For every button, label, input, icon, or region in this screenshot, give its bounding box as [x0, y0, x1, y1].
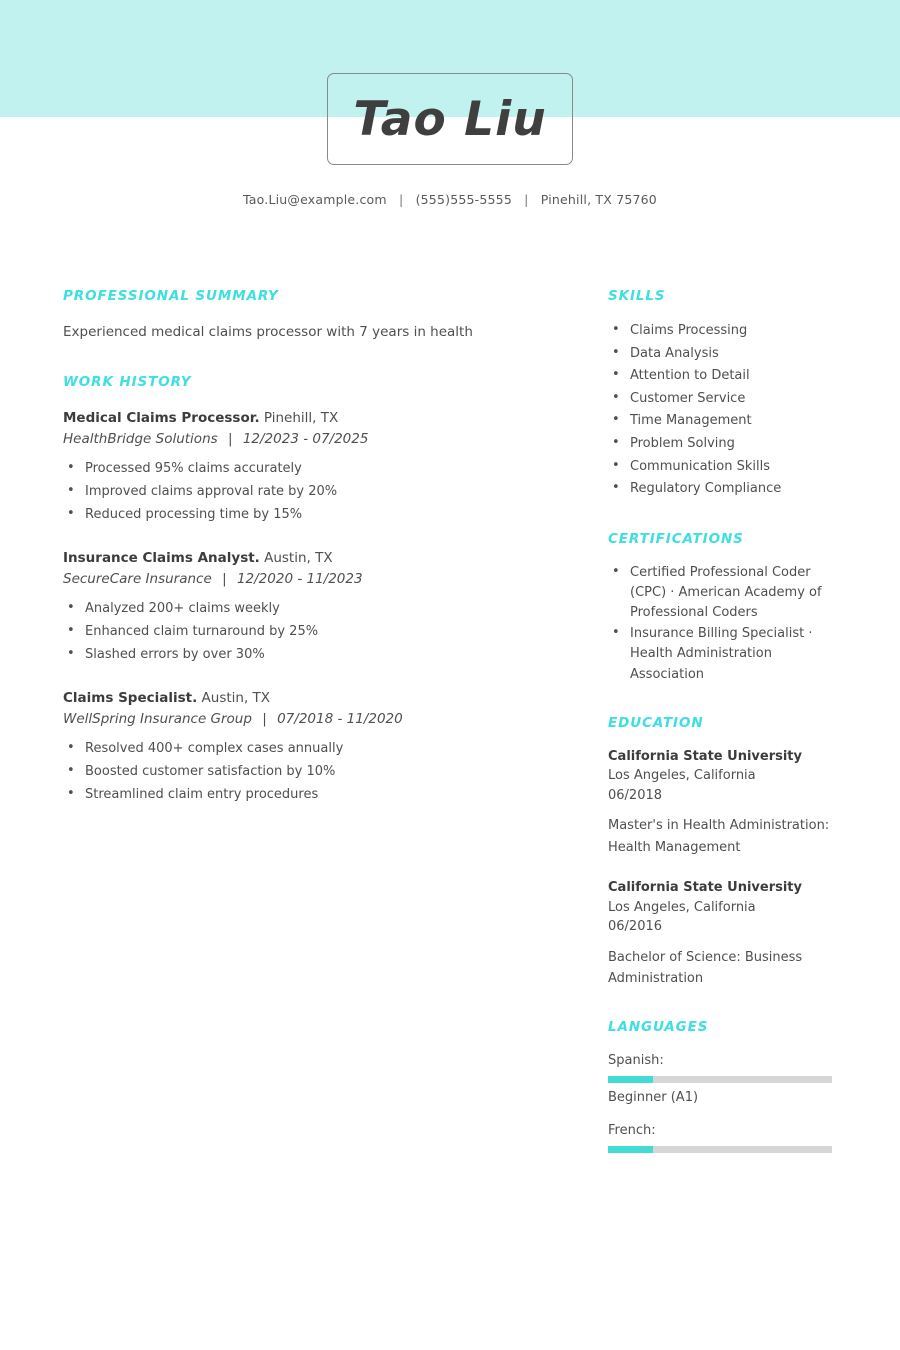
certifications-list: [608, 563, 840, 685]
left-column: [63, 288, 543, 829]
section-heading-languages: LANGUAGES: [608, 1019, 709, 1036]
education-place: Los Angeles, California: [608, 899, 756, 915]
job-title: Claims Specialist.: [63, 690, 198, 707]
section-heading-education: EDUCATION: [608, 714, 704, 731]
candidate-name: Tao Liu: [353, 91, 547, 147]
skill-item: • Customer Service: [608, 388, 840, 411]
job-bullet: • Slashed errors by over 30%: [63, 644, 543, 667]
job-bullet: • Streamlined claim entry procedures: [63, 784, 543, 807]
job-company-line: [63, 709, 543, 731]
job-company-line: [63, 429, 543, 451]
section-heading-work-history: WORK HISTORY: [63, 374, 192, 391]
job-separator: |: [227, 430, 233, 447]
job-entry: [63, 688, 543, 806]
section-skills: [608, 288, 840, 501]
language-proficiency-fill: [608, 1076, 653, 1083]
education-date: 06/2016: [608, 919, 663, 935]
job-bullet: • Boosted customer satisfaction by 10%: [63, 761, 543, 784]
education-school: California State University: [608, 748, 802, 764]
job-entry: [63, 548, 543, 666]
contact-email: Tao.Liu@example.com: [243, 192, 387, 207]
language-proficiency-bar: [608, 1076, 832, 1083]
contact-line: [0, 192, 900, 207]
education-entry: [608, 878, 840, 989]
contact-phone: (555)555-5555: [415, 192, 512, 207]
section-languages: [608, 1019, 840, 1153]
education-place: Los Angeles, California: [608, 768, 756, 784]
job-bullet: • Improved claims approval rate by 20%: [63, 481, 543, 504]
language-entry: [608, 1121, 840, 1153]
language-level: Beginner (A1): [608, 1089, 699, 1105]
education-degree: Bachelor of Science: Business Administration: [608, 949, 803, 987]
section-heading-summary: PROFESSIONAL SUMMARY: [63, 288, 279, 304]
section-education: [608, 715, 840, 990]
job-location: Pinehill, TX: [263, 410, 339, 427]
section-work-history: [63, 374, 543, 806]
education-date: 06/2018: [608, 787, 663, 803]
job-company: WellSpring Insurance Group: [63, 710, 252, 727]
skill-item: • Claims Processing: [608, 320, 840, 343]
job-separator: |: [222, 570, 227, 587]
skills-list: [608, 320, 840, 501]
section-heading-skills: SKILLS: [608, 288, 666, 304]
job-dates: 07/2018 - 11/2020: [277, 710, 403, 727]
job-company-line: [63, 569, 543, 591]
skill-item: • Regulatory Compliance: [608, 478, 840, 501]
job-location: Austin, TX: [264, 550, 333, 567]
skill-item: • Time Management: [608, 410, 840, 433]
job-separator: |: [262, 710, 267, 727]
education-school: California State University: [608, 880, 802, 896]
summary-text: Experienced medical claims processor with 7 years in health: [63, 324, 473, 340]
job-bullet: • Processed 95% claims accurately: [63, 458, 543, 481]
section-certifications: [608, 531, 840, 685]
job-bullet-list: [63, 738, 543, 806]
skill-item: • Communication Skills: [608, 456, 840, 479]
job-header-line: [63, 548, 543, 568]
right-column: [608, 288, 840, 1167]
education-entry: [608, 747, 840, 858]
contact-separator-1: |: [398, 192, 404, 207]
section-heading-certifications: CERTIFICATIONS: [608, 530, 744, 547]
contact-location: Pinehill, TX 75760: [540, 192, 657, 207]
skill-item: • Problem Solving: [608, 433, 840, 456]
job-location: Austin, TX: [201, 690, 271, 707]
language-name: French:: [608, 1123, 656, 1139]
job-title: Medical Claims Processor.: [63, 410, 260, 427]
certification-item: • Insurance Billing Specialist · Health Administration Association: [608, 624, 840, 684]
job-entry: [63, 408, 543, 526]
language-entry: [608, 1051, 840, 1107]
skill-item: • Attention to Detail: [608, 365, 840, 388]
skill-item: • Data Analysis: [608, 343, 840, 366]
section-professional-summary: [63, 288, 543, 342]
job-bullet-list: [63, 458, 543, 526]
job-company: SecureCare Insurance: [63, 570, 212, 587]
name-box: [327, 73, 573, 165]
job-dates: 12/2020 - 11/2023: [236, 570, 363, 587]
job-company: HealthBridge Solutions: [63, 430, 218, 447]
job-header-line: [63, 408, 543, 428]
job-bullet: • Resolved 400+ complex cases annually: [63, 738, 543, 761]
job-dates: 12/2023 - 07/2025: [242, 430, 369, 447]
job-bullet: • Enhanced claim turnaround by 25%: [63, 621, 543, 644]
job-bullet-list: [63, 598, 543, 666]
education-degree: Master's in Health Administration: Health Management: [608, 818, 830, 855]
job-header-line: [63, 688, 543, 708]
job-bullet: • Analyzed 200+ claims weekly: [63, 598, 543, 621]
job-bullet: • Reduced processing time by 15%: [63, 504, 543, 527]
certification-item: • Certified Professional Coder (CPC) · American Academy of Professional Coders: [608, 563, 840, 623]
job-title: Insurance Claims Analyst.: [63, 550, 260, 567]
language-proficiency-fill: [608, 1146, 653, 1153]
contact-separator-2: |: [524, 192, 529, 207]
language-proficiency-bar: [608, 1146, 832, 1153]
language-name: Spanish:: [608, 1053, 664, 1069]
